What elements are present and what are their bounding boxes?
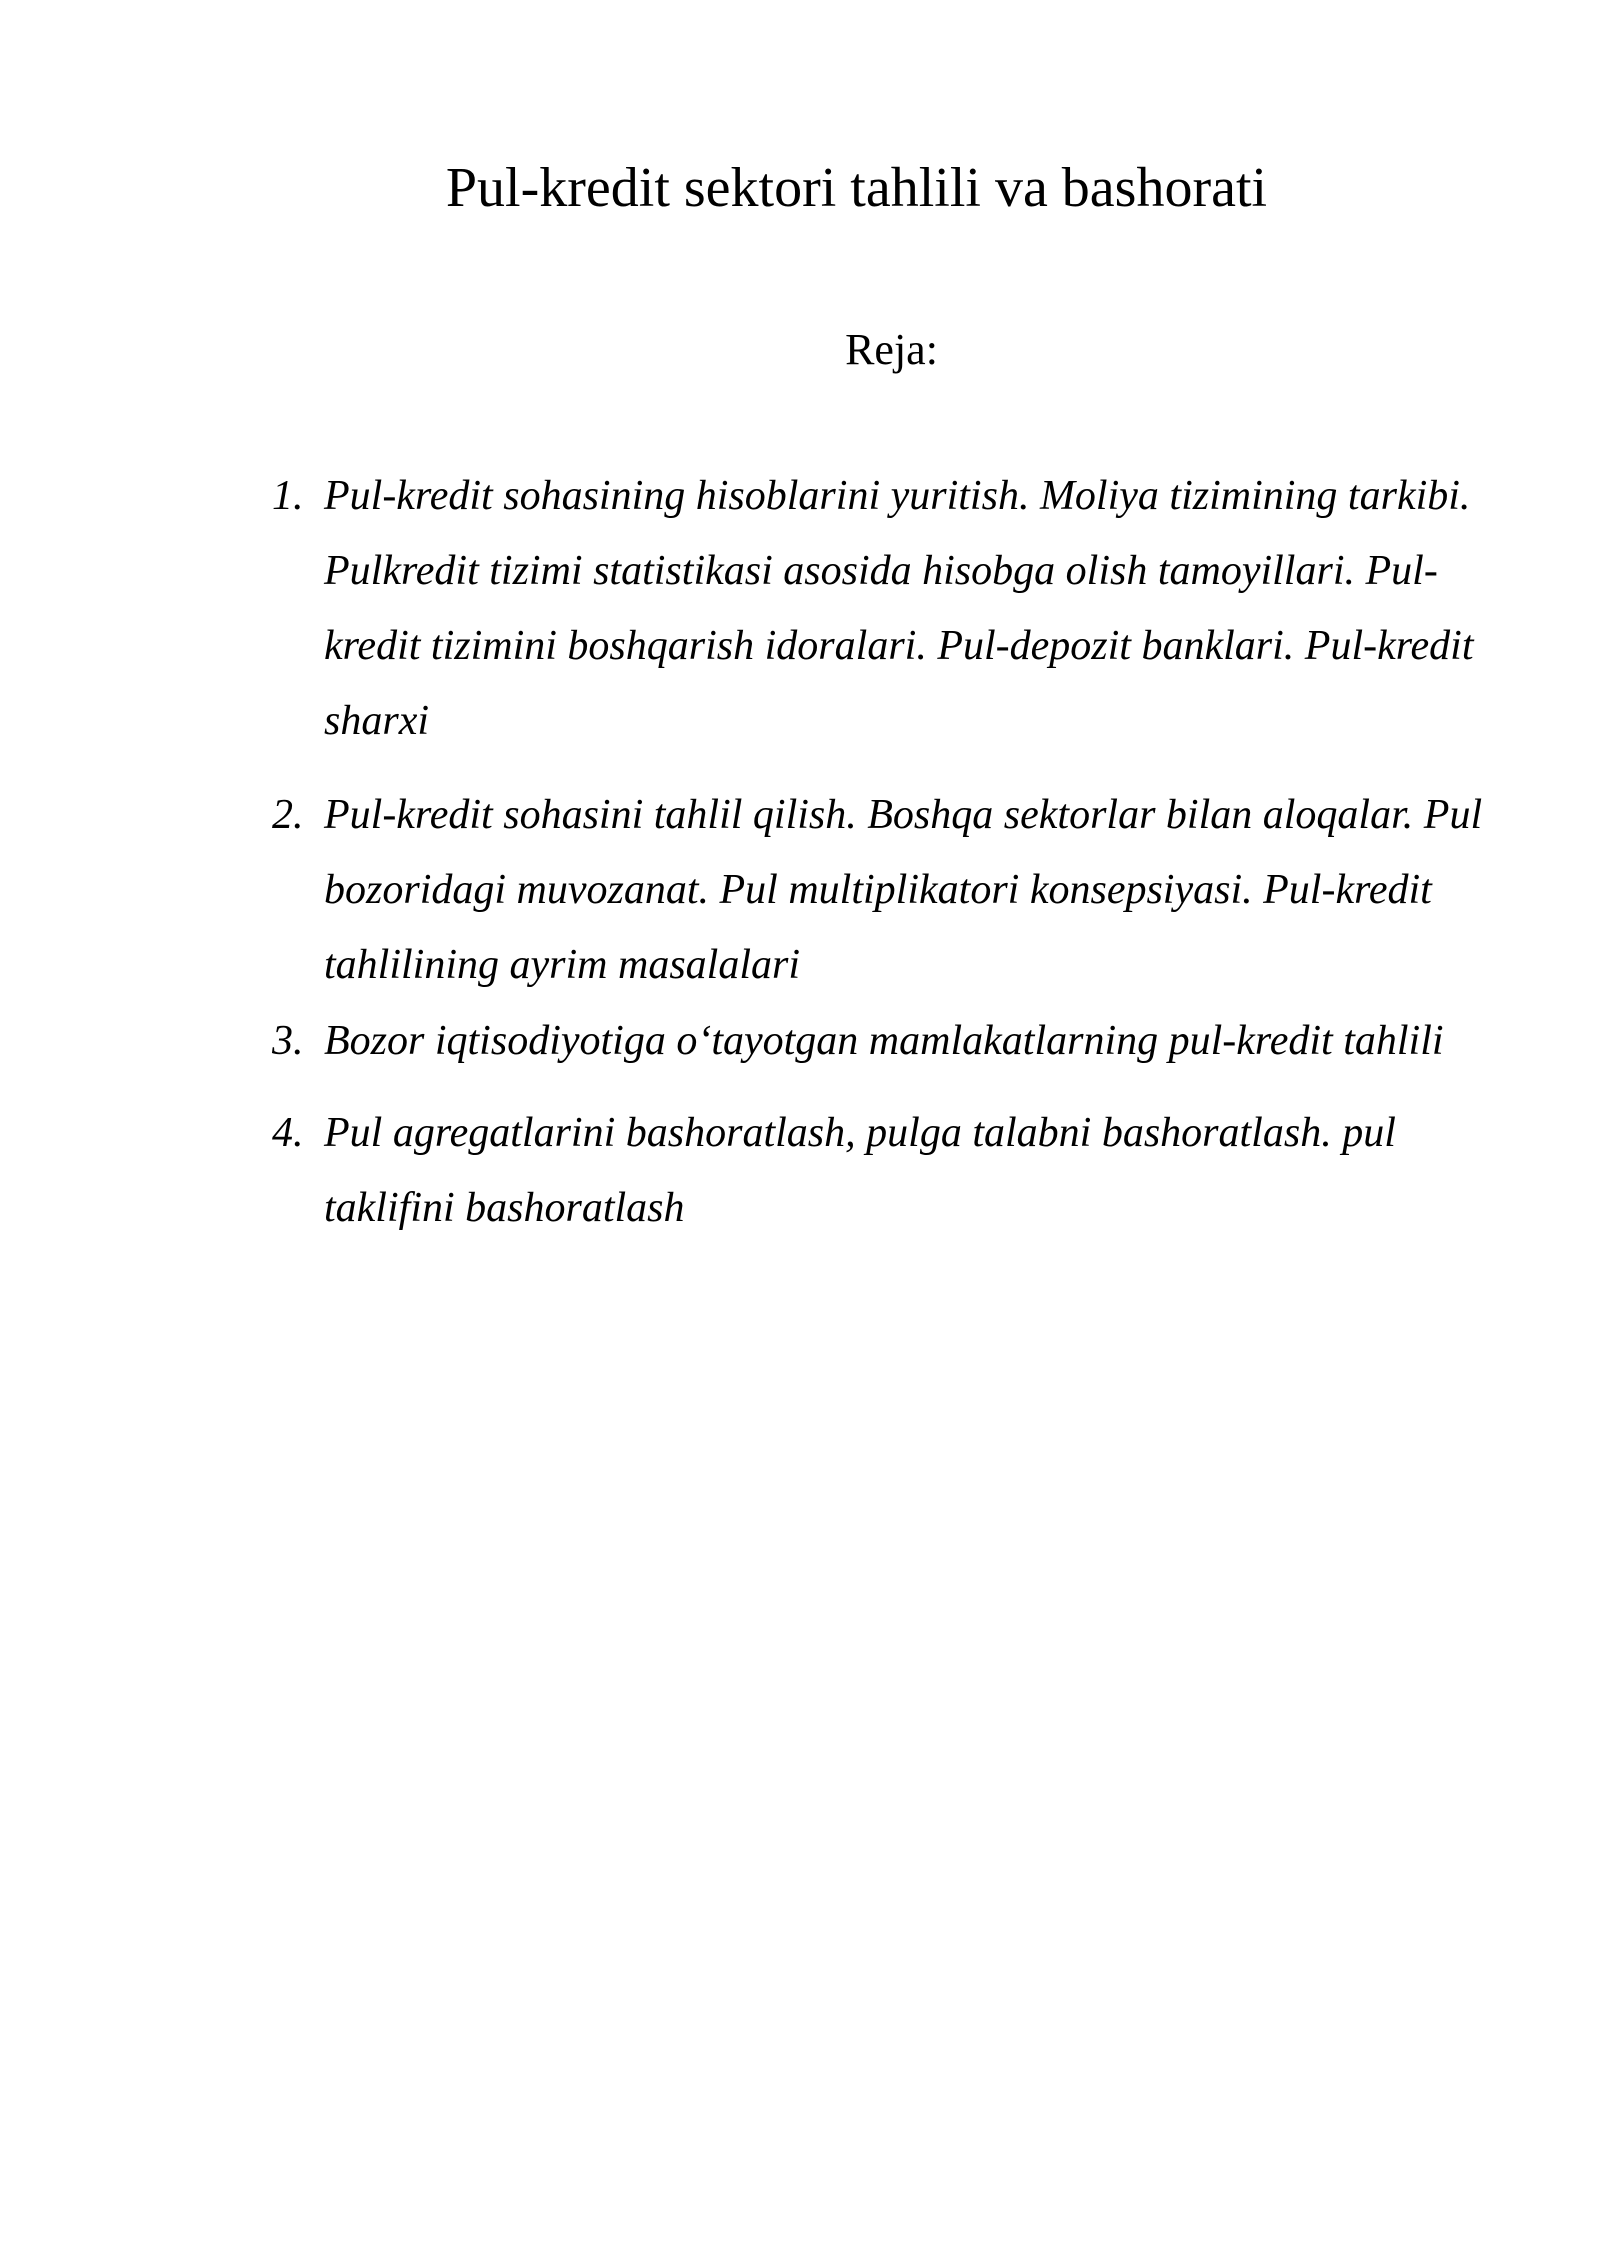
plan-item-number: 3.: [272, 1018, 304, 1064]
plan-item: [272, 459, 1502, 759]
plan-item: [272, 778, 1502, 1003]
plan-item: [272, 1004, 1502, 1079]
plan-item-text: Pul agregatlarini bashoratlash, pulga talabni bashoratlash. pul taklifini bashoratlash: [324, 1110, 1396, 1231]
plan-item-text: Bozor iqtisodiyotiga o‘tayotgan mamlakatlarning pul-kredit tahlili: [324, 1018, 1444, 1064]
plan-item-number: 4.: [272, 1110, 304, 1156]
plan-item-number: 2.: [272, 792, 304, 838]
plan-item-text: Pul-kredit sohasini tahlil qilish. Boshqa sektorlar bilan aloqalar. Pul bozoridagi muvozanat. Pul multiplikatori konsepsiyasi. Pul-kredit tahlilining ayrim masalalari: [324, 792, 1483, 988]
plan-item: [272, 1096, 1502, 1246]
plan-item-number: 1.: [272, 473, 304, 519]
document-title: Pul-kredit sektori tahlili va bashorati: [445, 157, 1268, 219]
plan-item-text: Pul-kredit sohasining hisoblarini yuritish. Moliya tizimining tarkibi. Pulkredit tizimi statistikasi asosida hisobga olish tamoyillari. Pul-kredit tizimini boshqarish idoralari. Pul-depozit banklari. Pul-kredit sharxi: [324, 473, 1474, 744]
plan-heading: Reja:: [845, 325, 938, 374]
